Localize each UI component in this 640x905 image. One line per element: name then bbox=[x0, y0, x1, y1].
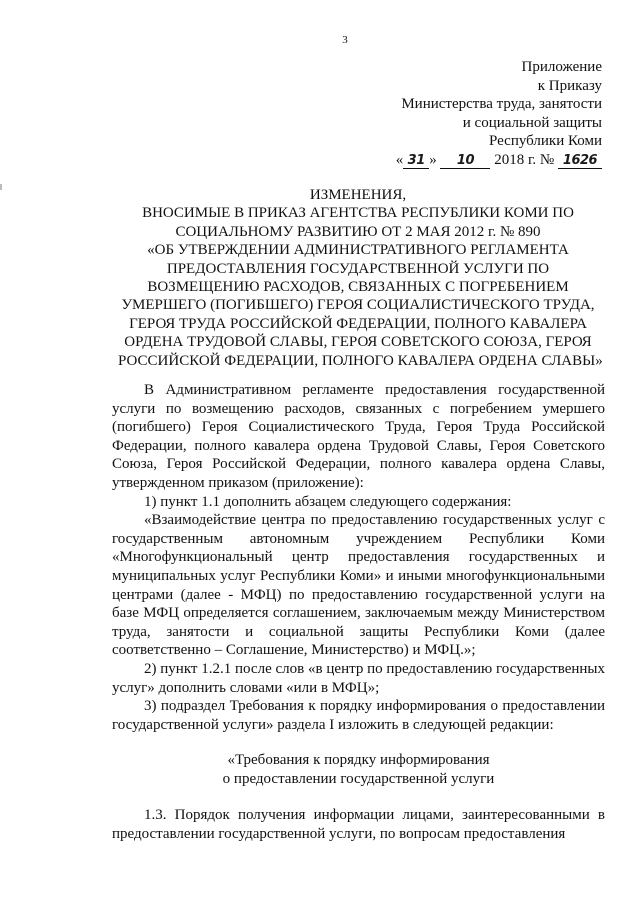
item-1-paragraph: 1) пункт 1.1 дополнить абзацем следующего содержания: bbox=[144, 493, 512, 510]
item-2-paragraph: 2) пункт 1.2.1 после слов «в центр по предоставлению государственных услуг» дополнить словами «или в МФЦ»; bbox=[112, 660, 605, 696]
item-1-quote-paragraph: «Взаимодействие центра по предоставлению государственных услуг с государственным автономным учреждением Республики Коми «Многофункциональный центр предоставления государственных и муниципальных услуг Республики Коми» и иными многофункциональными центрами (далее - МФЦ) по предоставлению государственной услуги на базе МФЦ определяется соглашением, заключаемым между Министерством труда, занятости и социальной защиты Республики Коми (далее соответственно – Соглашение, Министерство) и МФЦ.»; bbox=[112, 512, 605, 659]
title-line: УМЕРШЕГО (ПОГИБШЕГО) ГЕРОЯ СОЦИАЛИСТИЧЕСКОГО ТРУДА, bbox=[121, 297, 595, 314]
subtitle-line: «Требования к порядку информирования bbox=[227, 752, 490, 769]
order-date-line bbox=[396, 151, 602, 170]
title-line: ГЕРОЯ ТРУДА РОССИЙСКОЙ ФЕДЕРАЦИИ, ПОЛНОГО КАВАЛЕРА bbox=[129, 315, 587, 332]
order-day: 31 bbox=[403, 154, 429, 169]
title-line: РОССИЙСКОЙ ФЕДЕРАЦИИ, ПОЛНОГО КАВАЛЕРА ОРДЕНА СЛАВЫ» bbox=[118, 352, 603, 369]
title-line: ИЗМЕНЕНИЯ, bbox=[309, 187, 407, 203]
appendix-line: Приложение bbox=[521, 59, 602, 75]
order-number: 1626 bbox=[558, 154, 602, 169]
document-title bbox=[118, 186, 603, 370]
appendix-line: Республики Коми bbox=[489, 133, 602, 149]
appendix-line: и социальной защиты bbox=[462, 114, 602, 131]
title-line: ВНОСИМЫЕ В ПРИКАЗ АГЕНТСТВА РЕСПУБЛИКИ КОМИ ПО bbox=[142, 205, 574, 222]
order-year-text: 2018 г. № bbox=[494, 151, 555, 168]
subtitle-line: о предоставлении государственной услуги bbox=[222, 770, 495, 787]
item-3-paragraph: 3) подраздел Требования к порядку информирования о предоставлении государственной услуги» раздела I изложить в следующей редакции: bbox=[112, 698, 605, 733]
section-subtitle bbox=[112, 751, 605, 788]
appendix-line: Министерства труда, занятости bbox=[401, 96, 602, 112]
title-line: «ОБ УТВЕРЖДЕНИИ АДМИНИСТРАТИВНОГО РЕГЛАМЕНТА bbox=[147, 242, 569, 259]
document-body bbox=[112, 381, 605, 844]
title-line: ОРДЕНА ТРУДОВОЙ СЛАВЫ, ГЕРОЯ СОВЕТСКОГО СОЮЗА, ГЕРОЯ bbox=[124, 334, 592, 351]
section-1-3-paragraph: 1.3. Порядок получения информации лицами, заинтересованными в предоставлении государственной услуги, по вопросам предоставления bbox=[112, 807, 605, 843]
order-month: 10 bbox=[440, 154, 490, 169]
appendix-block bbox=[396, 58, 602, 169]
margin-mark bbox=[0, 184, 2, 190]
close-quote: » bbox=[429, 151, 437, 168]
title-line: ВОЗМЕЩЕНИЮ РАСХОДОВ, СВЯЗАННЫХ С ПОГРЕБЕНИЕМ bbox=[147, 279, 569, 296]
appendix-line: к Приказу bbox=[537, 77, 602, 94]
page-number: 3 bbox=[342, 34, 348, 46]
title-line: ПРЕДОСТАВЛЕНИЯ ГОСУДАРСТВЕННОЙ УСЛУГИ ПО bbox=[166, 260, 550, 277]
title-line: СОЦИАЛЬНОМУ РАЗВИТИЮ ОТ 2 МАЯ 2012 г. № 890 bbox=[175, 223, 541, 240]
open-quote: « bbox=[395, 151, 404, 168]
intro-paragraph: В Административном регламенте предоставления государственной услуги по возмещению расходов, связанных с погребением умершего (погибшего) Героя Социалистического Труда, Героя Труда Российской Федерации, полного кавалера ордена Трудовой Славы, Героя Советского Союза, Героя Российской Федерации, полного кавалера ордена Славы, утвержденном приказом (приложение): bbox=[112, 382, 605, 491]
